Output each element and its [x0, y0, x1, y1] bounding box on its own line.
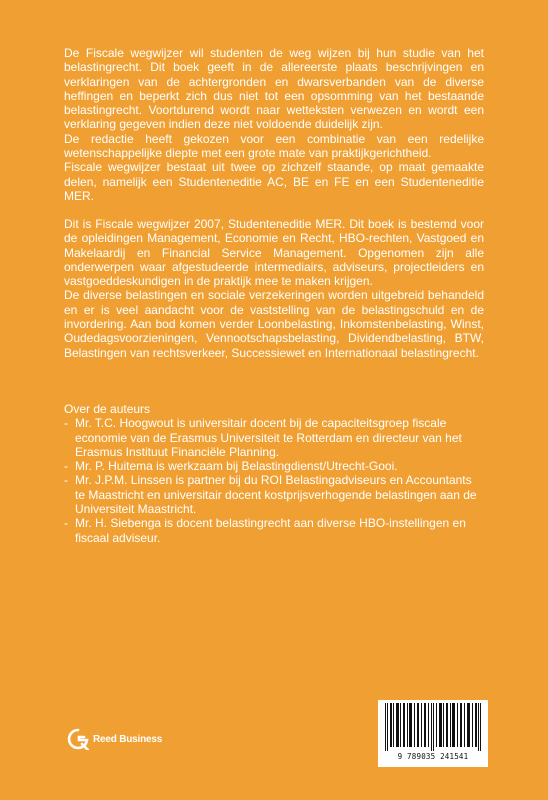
author-item: - Mr. P. Huitema is werkzaam bij Belastingdienst/Utrecht-Gooi.: [64, 459, 484, 473]
edition-section: [64, 217, 484, 360]
authors-section: [64, 402, 484, 545]
barcode-number: 9 789035 241541: [397, 752, 469, 761]
authors-list: [64, 416, 484, 545]
author-item: - Mr. T.C. Hoogwout is universitair docent bij de capaciteitsgroep fiscale economie van de Erasmus Universiteit te Rotterdam en directeur van het Erasmus Instituut Financiële Planning.: [64, 416, 484, 459]
edition-paragraph-2: De diverse belastingen en sociale verzekeringen worden uitgebreid behandeld en er is veel aandacht voor de vaststelling van de belastingschuld en de invordering. Aan bod komen verder Loonbelasting, Inkomstenbelasting, Winst, Oudedagsvoorzieningen, Vennootschapsbelasting, Dividendbelasting, BTW, Belastingen van rechtsverkeer, Successiewet en Internationaal belastingrecht.: [64, 288, 484, 360]
publisher-name: Reed Business: [93, 733, 163, 745]
intro-section: [64, 46, 484, 203]
intro-paragraph-3: Fiscale wegwijzer bestaat uit twee op zichzelf staande, op maat gemaakte delen, namelijk een Studenteneditie AC, BE en FE en een Studenteneditie MER.: [64, 160, 484, 203]
intro-paragraph-2: De redactie heeft gekozen voor een combinatie van een redelijke wetenschappelijke diepte met een grote mate van praktijkgerichtheid.: [64, 131, 484, 161]
publisher-logo: [67, 728, 162, 750]
barcode: [378, 700, 488, 767]
author-item: - Mr. J.P.M. Linssen is partner bij du ROI Belastingadviseurs en Accountants te Maastricht en universitair docent kostprijsverhogende belastingen aan de Universiteit Maastricht.: [64, 473, 484, 516]
edition-paragraph-1: Dit is Fiscale wegwijzer 2007, Studenteneditie MER. Dit boek is bestemd voor de opleidingen Management, Economie en Recht, HBO-rechten, Vastgoed en Makelaardij en Financial Service Management. Opgenomen zijn alle onderwerpen waar afgestudeerde intermediairs, adviseurs, projectleiders en vastgoeddeskundigen in de praktijk mee te maken krijgen.: [64, 217, 484, 289]
author-item: - Mr. H. Siebenga is docent belastingrecht aan diverse HBO-instellingen en fiscaal adviseur.: [64, 516, 484, 545]
barcode-icon: [384, 703, 482, 751]
reed-business-logo-icon: [67, 728, 89, 750]
intro-paragraph-1: De Fiscale wegwijzer wil studenten de weg wijzen bij hun studie van het belastingrecht. Dit boek geeft in de allereerste plaats beschrijvingen en verklaringen van de achtergronden en dwarsverbanden van de diverse heffingen en beperkt zich dus niet tot een opsomming van het bestaande belastingrecht. Voortdurend wordt naar wetteksten verwezen en wordt een verklaring gegeven indien deze niet voldoende duidelijk zijn.: [64, 46, 484, 132]
authors-heading: Over de auteurs: [64, 402, 151, 416]
